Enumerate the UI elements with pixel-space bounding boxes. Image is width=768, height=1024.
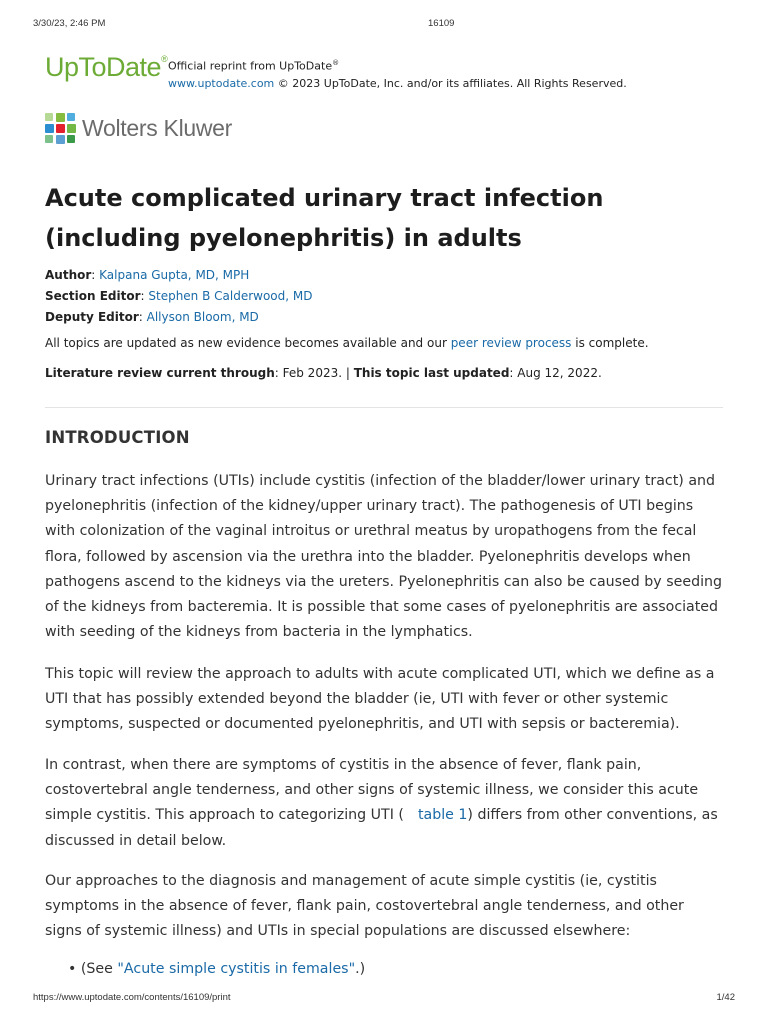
print-datetime: 3/30/23, 2:46 PM xyxy=(33,18,106,29)
intro-paragraph-3-text: In contrast, when there are symptoms of cystitis in the absence of fever, flank pain, costovertebral angle tenderness, and other signs of systemic illness, we consider this acute simple cystitis. This approach to categorizing UTI ( xyxy=(45,757,699,824)
copyright-text: © 2023 UpToDate, Inc. and/or its affiliates. All Rights Reserved. xyxy=(274,76,627,90)
reprint-registered-mark: ® xyxy=(332,59,340,67)
intro-paragraph-1: Urinary tract infections (UTIs) include cystitis (infection of the bladder/lower urinary tract) and pyelonephritis (infection of the kidney/upper urinary tract). The pathogenesis of UTI begins with colonization of the vaginal introitus or urethral meatus by uropathogens from the fecal flora, followed by ascension via the urethra into the bladder. Pyelonephritis develops when pathogens ascend to the kidneys via the ureters. Pyelonephritis can also be caused by seeding of the kidneys from bacteremia. It is possible that some cases of pyelonephritis are associated with seeding of the kidneys from bacteria in the lymphatics. xyxy=(45,473,723,641)
update-note xyxy=(45,336,649,350)
update-note-suffix: is complete. xyxy=(571,336,649,350)
intro-paragraph-3 xyxy=(45,753,725,854)
peer-review-link[interactable]: peer review process xyxy=(450,336,572,350)
table-1-link[interactable]: table 1 xyxy=(417,807,468,824)
uptodate-logo[interactable] xyxy=(45,52,167,83)
uptodate-logo-text: UpToDate xyxy=(45,52,162,82)
deputy-editor-link[interactable]: Allyson Bloom, MD xyxy=(146,310,259,324)
bullet-text: (See xyxy=(80,961,118,977)
reprint-line: Official reprint from UpToDate xyxy=(168,59,333,73)
section-editor-link[interactable]: Stephen B Calderwood, MD xyxy=(148,289,313,303)
print-doc-id: 16109 xyxy=(428,18,455,29)
bullet-icon: • xyxy=(68,961,77,977)
acute-simple-cystitis-link[interactable]: "Acute simple cystitis in females" xyxy=(117,961,356,977)
section-heading: INTRODUCTION xyxy=(45,428,190,447)
author-link[interactable]: Kalpana Gupta, MD, MPH xyxy=(99,268,250,282)
last-updated-value: : Aug 12, 2022. xyxy=(509,366,602,380)
bullet-suffix: .) xyxy=(355,961,366,977)
reprint-notice xyxy=(168,55,627,92)
article-title: Acute complicated urinary tract infection (including pyelonephritis) in adults xyxy=(45,184,604,252)
wolters-kluwer-mark-icon xyxy=(45,113,76,144)
wolters-kluwer-text: Wolters Kluwer xyxy=(82,115,233,141)
page-number: 1/42 xyxy=(716,992,735,1003)
list-item xyxy=(68,961,365,977)
article-credits: Author: Kalpana Gupta, MD, MPH Section Editor: Stephen B Calderwood, MD Deputy Editor: Allyson Bloom, MD xyxy=(45,268,313,324)
review-dates xyxy=(45,366,602,380)
last-updated-label: This topic last updated xyxy=(353,366,510,380)
section-editor-label: Section Editor xyxy=(45,289,141,303)
wolters-kluwer-logo xyxy=(45,113,232,144)
print-url: https://www.uptodate.com/contents/16109/print xyxy=(33,992,231,1003)
intro-paragraph-4: Our approaches to the diagnosis and management of acute simple cystitis (ie, cystitis symptoms in the absence of fever, flank pain, costovertebral angle tenderness, and other signs of systemic illness) and UTIs in special populations are discussed elsewhere: xyxy=(45,873,684,940)
deputy-editor-label: Deputy Editor xyxy=(45,310,139,324)
intro-paragraph-2: This topic will review the approach to adults with acute complicated UTI, which we define as a UTI that has possibly extended beyond the bladder (ie, UTI with fever or other systemic symptoms, suspected or documented pyelonephritis, and UTI with sepsis or bacteremia). xyxy=(45,666,715,733)
uptodate-site-link[interactable]: www.uptodate.com xyxy=(168,76,275,90)
section-divider xyxy=(45,407,723,408)
author-label: Author xyxy=(45,268,92,282)
lit-review-value: : Feb 2023. | xyxy=(274,366,354,380)
intro-paragraph-3-suffix: ) differs from other conventions, as discussed in detail below. xyxy=(45,807,718,849)
lit-review-label: Literature review current through xyxy=(45,366,275,380)
update-note-text: All topics are updated as new evidence becomes available and our xyxy=(45,336,451,350)
registered-mark: ® xyxy=(161,54,168,64)
